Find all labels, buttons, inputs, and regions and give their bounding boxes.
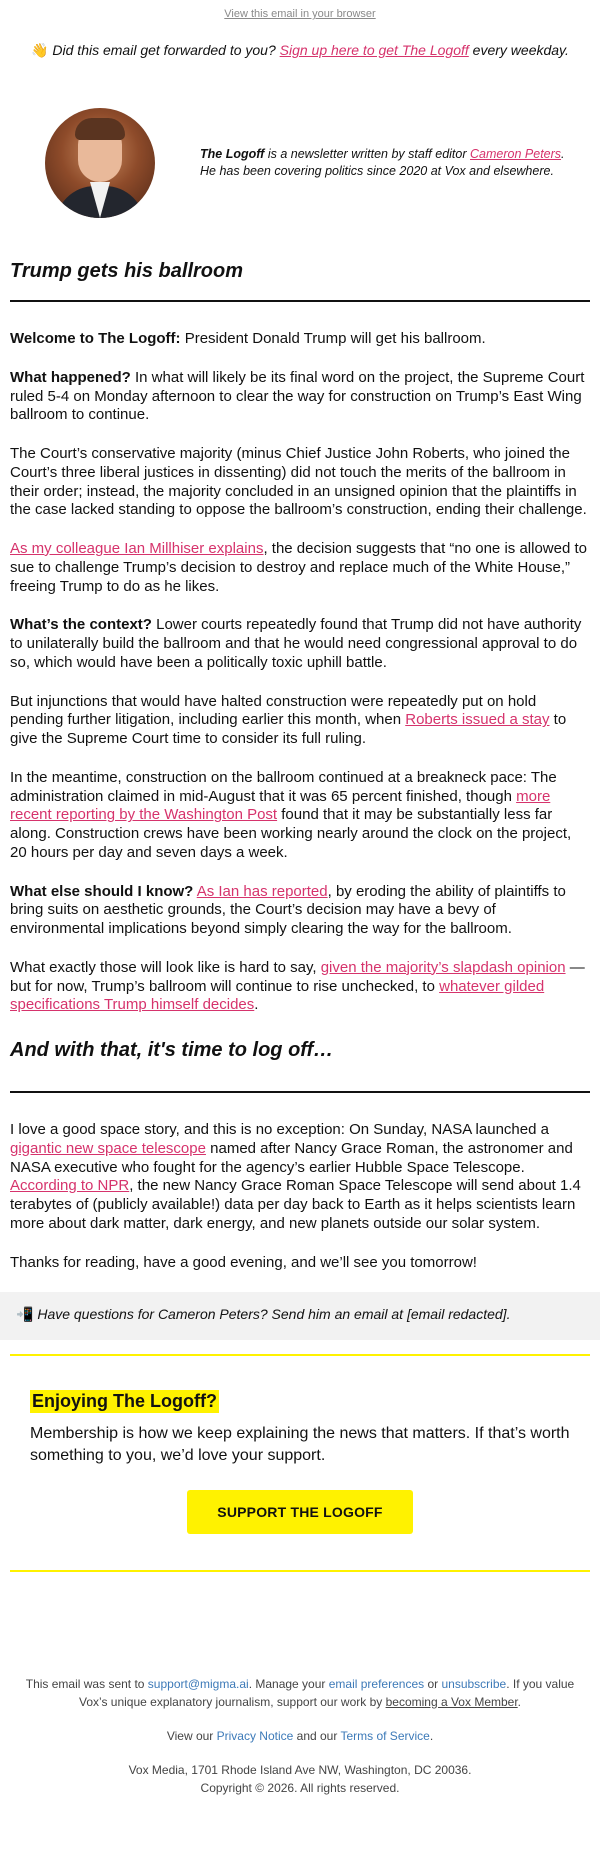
- paragraph-outlook: What exactly those will look like is hard to say, given the majority’s slapdash opinion — but for now, Trump’s ballroom will continue to rise unchecked, to whatever gilded specifications Trump himself decides.: [10, 958, 585, 1014]
- editor-link[interactable]: Cameron Peters: [470, 147, 562, 162]
- washington-post-link[interactable]: more recent reporting by the Washington Post: [10, 787, 551, 824]
- logoff-body: [0, 1093, 600, 1272]
- npr-link[interactable]: According to NPR: [10, 1177, 130, 1195]
- questions-bar: [0, 1292, 600, 1340]
- newsletter-name: The Logoff: [200, 147, 265, 162]
- terms-of-service-link[interactable]: Terms of Service: [340, 1729, 430, 1744]
- paragraph-what-else: What else should I know? As Ian has reported, by eroding the ability of plaintiffs to bring suits on aesthetic grounds, the Court’s decision may have a bevy of environmental implications beyond simply clearing the way for the ballroom.: [10, 882, 566, 937]
- intro-text: The Logoff is a newsletter written by staff editor Cameron Peters. He has been covering politics since 2020 at Vox and elsewhere.: [200, 147, 565, 178]
- gilded-specifications-link[interactable]: whatever gilded specifications Trump himself decides: [10, 977, 545, 1014]
- author-avatar: [45, 108, 155, 218]
- footer-copyright: Copyright © 2026. All rights reserved.: [200, 1780, 400, 1795]
- footer-address: Vox Media, 1701 Rhode Island Ave NW, Washington, DC 20036.: [128, 1763, 472, 1778]
- paragraph-welcome: Welcome to The Logoff: President Donald Trump will get his ballroom.: [10, 330, 486, 347]
- paragraph-thanks: Thanks for reading, have a good evening, and we’ll see you tomorrow!: [10, 1253, 477, 1271]
- forwarded-suffix: every weekday.: [472, 42, 569, 58]
- signup-link[interactable]: Sign up here to get The Logoff: [279, 42, 469, 58]
- paragraph-telescope: I love a good space story, and this is no exception: On Sunday, NASA launched a gigantic new space telescope named after Nancy Grace Roman, the astronomer and NASA executive who fought for the agency’s earlier Hubble Space Telescope. According to NPR, the new Nancy Grace Roman Space Telescope will send about 1.4 terabytes of (publicly available!) data per day back to Earth as it helps scientists learn more about dark matter, dark energy, and new planets outside our solar system.: [10, 1121, 581, 1232]
- forwarded-prefix: Did this email get forwarded to you?: [52, 42, 276, 58]
- support-title: Enjoying The Logoff?: [32, 1391, 217, 1412]
- paragraph-injunctions: But injunctions that would have halted construction were repeatedly put on hold pending further litigation, including earlier this month, when Roberts issued a stay to give the Supreme Court time to consider its full ruling.: [10, 692, 567, 747]
- paragraph-millhiser: As my colleague Ian Millhiser explains, the decision suggests that “no one is allowed to sue to challenge Trump’s decision to destroy and replace much of the White House,” freeing Trump to do as he likes.: [10, 540, 587, 595]
- become-member-link[interactable]: becoming a Vox Member: [385, 1694, 518, 1709]
- paragraph-majority: The Court’s conservative majority (minus Chief Justice John Roberts, who joined the Court’s three liberal justices in dissenting) did not touch the merits of the ballroom in their order; instead, the majority concluded in an unsigned opinion that the plaintiffs in the case lacked standing to oppose the ballroom’s construction, ending their challenge.: [10, 445, 587, 519]
- support-body: Membership is how we keep explaining the news that matters. If that’s worth something to you, we’d love your support.: [30, 1425, 570, 1464]
- view-in-browser-bar: [0, 0, 600, 28]
- paragraph-what-happened: What happened? In what will likely be its final word on the project, the Supreme Court ruled 5-4 on Monday afternoon to clear the way for construction on Trump’s East Wing ballroom to continue.: [10, 368, 585, 424]
- author-intro: [0, 88, 600, 238]
- logoff-heading: And with that, it's time to log off…: [10, 1039, 334, 1061]
- footer-sent-notice: This email was sent to support@migma.ai. Manage your email preferences or unsubscribe. If you value Vox’s unique explanatory journalism, support our work by becoming a Vox Member.: [25, 1677, 575, 1709]
- telescope-link[interactable]: gigantic new space telescope: [10, 1139, 206, 1157]
- privacy-notice-link[interactable]: Privacy Notice: [216, 1729, 294, 1744]
- view-in-browser-link[interactable]: View this email in your browser: [224, 8, 376, 20]
- roberts-stay-link[interactable]: Roberts issued a stay: [405, 711, 550, 729]
- footer: [0, 1676, 600, 1797]
- forwarded-notice: [0, 28, 600, 88]
- ian-reported-link[interactable]: As Ian has reported: [196, 882, 328, 900]
- email-preferences-link[interactable]: email preferences: [328, 1677, 425, 1692]
- headline: Trump gets his ballroom: [10, 260, 243, 282]
- slapdash-opinion-link[interactable]: given the majority’s slapdash opinion: [320, 958, 566, 976]
- mobile-phone-icon: 📲: [16, 1306, 34, 1323]
- support-section: [0, 1356, 600, 1570]
- millhiser-link[interactable]: As my colleague Ian Millhiser explains: [10, 540, 264, 557]
- article-body: [0, 302, 600, 1015]
- recipient-email-link[interactable]: support@migma.ai: [147, 1677, 249, 1692]
- questions-text: Have questions for Cameron Peters? Send him an email at [email redacted].: [37, 1306, 511, 1323]
- unsubscribe-link[interactable]: unsubscribe: [441, 1677, 507, 1692]
- paragraph-context: What’s the context? Lower courts repeatedly found that Trump did not have authority to unilaterally build the ballroom and that he would need congressional approval to do so, which would have been a politically toxic uphill battle.: [10, 616, 582, 671]
- footer-legal-links: View our Privacy Notice and our Terms of Service.: [166, 1729, 434, 1744]
- waving-hand-icon: 👋: [31, 42, 49, 58]
- support-button[interactable]: SUPPORT THE LOGOFF: [187, 1490, 413, 1534]
- paragraph-construction: In the meantime, construction on the ballroom continued at a breakneck pace: The administration claimed in mid-August that it was 65 percent finished, though more recent reporting by the Washington Post found that it may be substantially less far along. Construction crews have been working nearly around the clock on the project, 20 hours per day and seven days a week.: [10, 768, 572, 861]
